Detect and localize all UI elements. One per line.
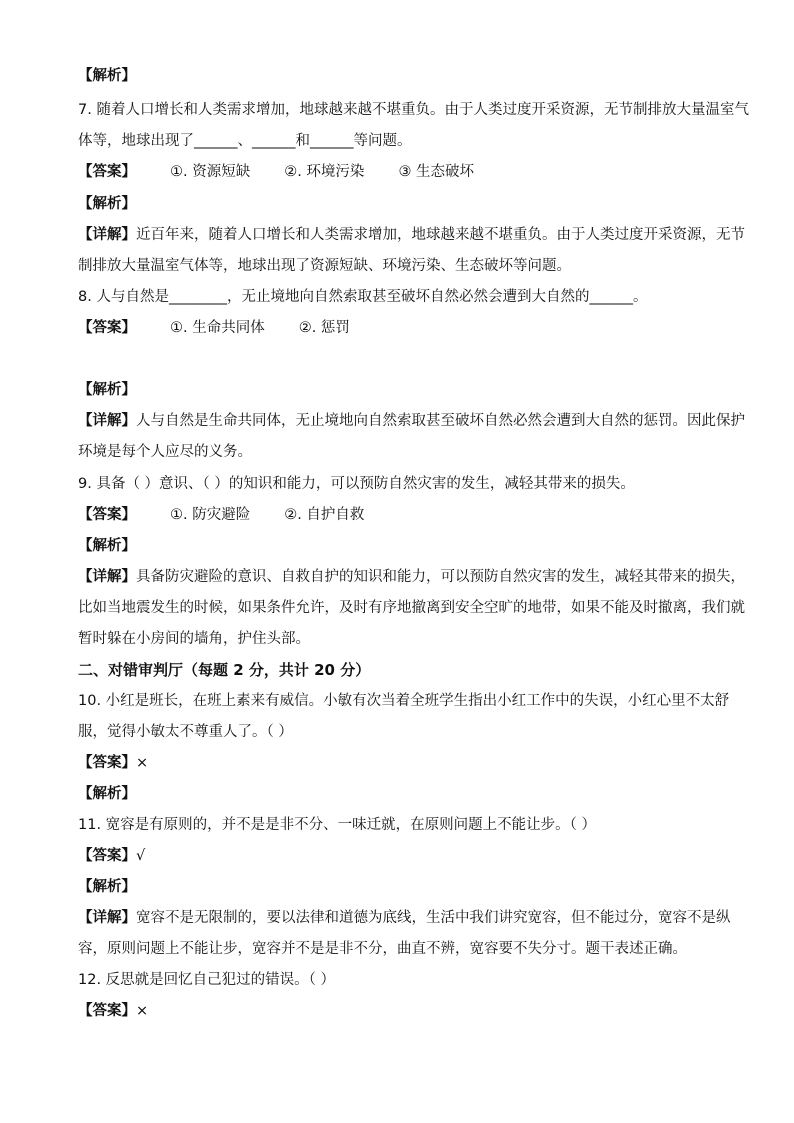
question-7-text-cont: 体等，地球出现了______、______和______等问题。 — [78, 133, 412, 149]
question-10-text-cont: 服，觉得小敏太不尊重人了。（ ） — [78, 724, 293, 740]
section-heading: 二、对错审判厅（每题 2 分，共计 20 分） — [78, 661, 371, 679]
answer-label: 【答案】 — [78, 164, 136, 180]
analysis-label: 【解析】 — [78, 538, 136, 554]
answer-option: ①. 防灾避险 — [170, 507, 251, 523]
answer-option: ③ 生态破坏 — [398, 164, 475, 180]
detail-text: 近百年来，随着人口增长和人类需求增加，地球越来越不堪重负。由于人类过度开采资源，无节 — [136, 227, 745, 243]
detail-9-cont: 暂时躲在小房间的墙角，护住头部。 — [78, 631, 310, 647]
detail-11 — [78, 908, 731, 928]
detail-text: 人与自然是生命共同体，无止境地向自然索取甚至破坏自然必然会遭到大自然的惩罚。因此保护 — [136, 413, 745, 429]
question-8-text: 8. 人与自然是________，无止境地向自然索取甚至破坏自然必然会遭到大自然的______。 — [78, 289, 648, 305]
answer-12 — [78, 1001, 148, 1021]
analysis-label: 【解析】 — [78, 68, 136, 84]
answer-option: ②. 惩罚 — [298, 320, 350, 336]
answer-label: 【答案】 — [78, 755, 136, 771]
detail-9-cont: 比如当地震发生的时候，如果条件允许，及时有序地撤离到安全空旷的地带，如果不能及时撤离，我们就 — [78, 600, 745, 616]
answer-label: 【答案】 — [78, 1003, 136, 1019]
answer-label: 【答案】 — [78, 320, 136, 336]
analysis-label: 【解析】 — [78, 786, 136, 802]
detail-9 — [78, 567, 745, 587]
answer-7 — [78, 162, 474, 182]
detail-text: 具备防灾避险的意识、自救自护的知识和能力，可以预防自然灾害的发生，减轻其带来的损失， — [136, 569, 745, 585]
detail-11-cont: 容，原则问题上不能让步，宽容并不是是非不分，曲直不辨，宽容要不失分寸。题干表述正确。 — [78, 941, 687, 957]
answer-8 — [78, 318, 350, 338]
answer-option: ①. 生命共同体 — [170, 320, 265, 336]
detail-7 — [78, 225, 745, 245]
answer-9 — [78, 505, 364, 525]
detail-label: 【详解】 — [78, 569, 136, 585]
answer-value: × — [136, 1003, 149, 1019]
detail-8-cont: 环境是每个人应尽的义务。 — [78, 444, 252, 460]
answer-label: 【答案】 — [78, 507, 136, 523]
answer-10 — [78, 753, 148, 773]
answer-option: ①. 资源短缺 — [170, 164, 251, 180]
analysis-label: 【解析】 — [78, 879, 136, 895]
question-7-text: 7. 随着人口增长和人类需求增加，地球越来越不堪重负。由于人类过度开采资源，无节制排放大量温室气 — [78, 102, 749, 118]
question-12-text: 12. 反思就是回忆自己犯过的错误。（ ） — [78, 972, 336, 988]
question-10-text: 10. 小红是班长，在班上素来有威信。小敏有次当着全班学生指出小红工作中的失误，小红心里不太舒 — [78, 693, 730, 709]
detail-label: 【详解】 — [78, 227, 136, 243]
answer-option: ②. 自护自救 — [284, 507, 365, 523]
answer-value: √ — [136, 848, 146, 864]
question-9-text: 9. 具备（ ）意识、（ ）的知识和能力，可以预防自然灾害的发生，减轻其带来的损失。 — [78, 476, 635, 492]
detail-label: 【详解】 — [78, 910, 136, 926]
detail-label: 【详解】 — [78, 413, 136, 429]
analysis-label: 【解析】 — [78, 196, 136, 212]
detail-text: 宽容不是无限制的，要以法律和道德为底线，生活中我们讲究宽容，但不能过分，宽容不是纵 — [136, 910, 731, 926]
answer-value: × — [136, 755, 149, 771]
answer-11 — [78, 846, 145, 866]
analysis-label: 【解析】 — [78, 382, 136, 398]
answer-option: ②. 环境污染 — [284, 164, 365, 180]
detail-8 — [78, 411, 745, 431]
detail-7-cont: 制排放大量温室气体等，地球出现了资源短缺、环境污染、生态破坏等问题。 — [78, 258, 571, 274]
answer-label: 【答案】 — [78, 848, 136, 864]
question-11-text: 11. 宽容是有原则的，并不是是非不分、一味迁就，在原则问题上不能让步。（ ） — [78, 817, 597, 833]
